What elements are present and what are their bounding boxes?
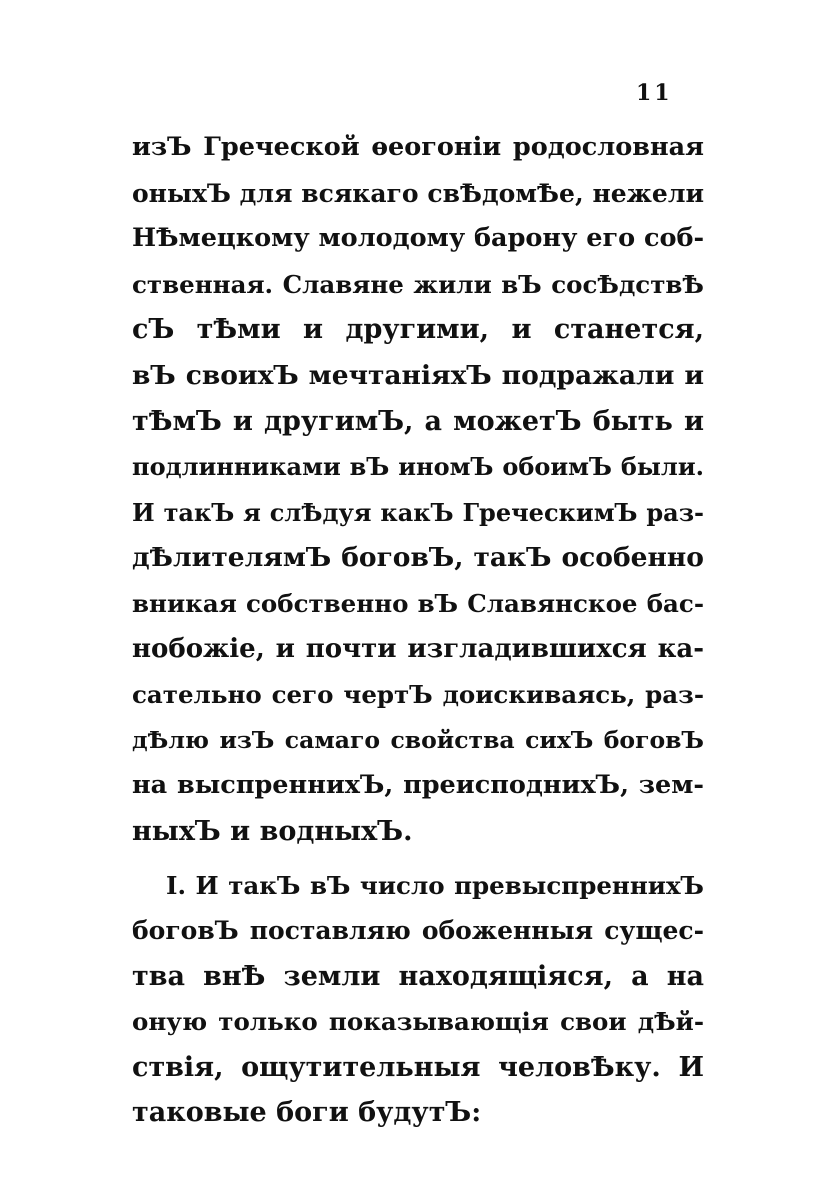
text-line: вникая собственно вЪ Славянское бас- [132, 588, 704, 618]
text-line: ныхЪ и водныхЪ. [132, 815, 413, 847]
page-number: 11 [636, 80, 673, 106]
text-line: оную только показывающія свои дѢй- [132, 1007, 704, 1037]
text-line: сЪ тѢми и другими, и станется, [132, 314, 704, 346]
text-line: изЪ Греческой ѳеогоніи родословная [132, 132, 704, 162]
text-line: оныхЪ для всякаго свѢдомѢе, нежели [132, 178, 704, 208]
text-line: НѢмецкому молодому барону его соб- [132, 223, 705, 254]
paragraph-gap [132, 855, 704, 863]
text-line: ствія, ощутительныя человѢку. И [132, 1051, 704, 1083]
text-line: ственная. Славяне жили вЪ сосѢдствѢ [132, 269, 704, 299]
text-line: тѢмЪ и другимЪ, а можетЪ быть и [132, 405, 704, 437]
text-line: нобожіе, и почти изгладившихся ка- [132, 633, 704, 664]
text-line: подлинниками вЪ иномЪ обоимЪ были. [132, 452, 704, 482]
text-line: И такЪ я слѢдуя какЪ ГреческимЪ раз- [132, 497, 704, 527]
text-line: дѢлителямЪ боговЪ, такЪ особенно [132, 542, 704, 574]
paragraph-2 [132, 863, 704, 1137]
paragraph-1 [132, 125, 704, 855]
text-line: сательно сего чертЪ доискиваясь, раз- [132, 680, 704, 710]
text-line: вЪ своихЪ мечтаніяхЪ подражали и [132, 359, 704, 391]
text-line: дѢлю изЪ самаго свойства сихЪ боговЪ [132, 725, 704, 754]
text-line: на выспреннихЪ, преисподнихЪ, зем- [132, 770, 704, 801]
text-line: тва внѢ земли находящіяся, а на [132, 960, 704, 992]
text-line: I. И такЪ вЪ число превыспреннихЪ [166, 870, 704, 900]
text-line: таковые боги будутЪ: [132, 1097, 482, 1129]
text-line: боговЪ поставляю обоженныя сущес- [132, 916, 704, 946]
body-text [132, 125, 704, 1136]
